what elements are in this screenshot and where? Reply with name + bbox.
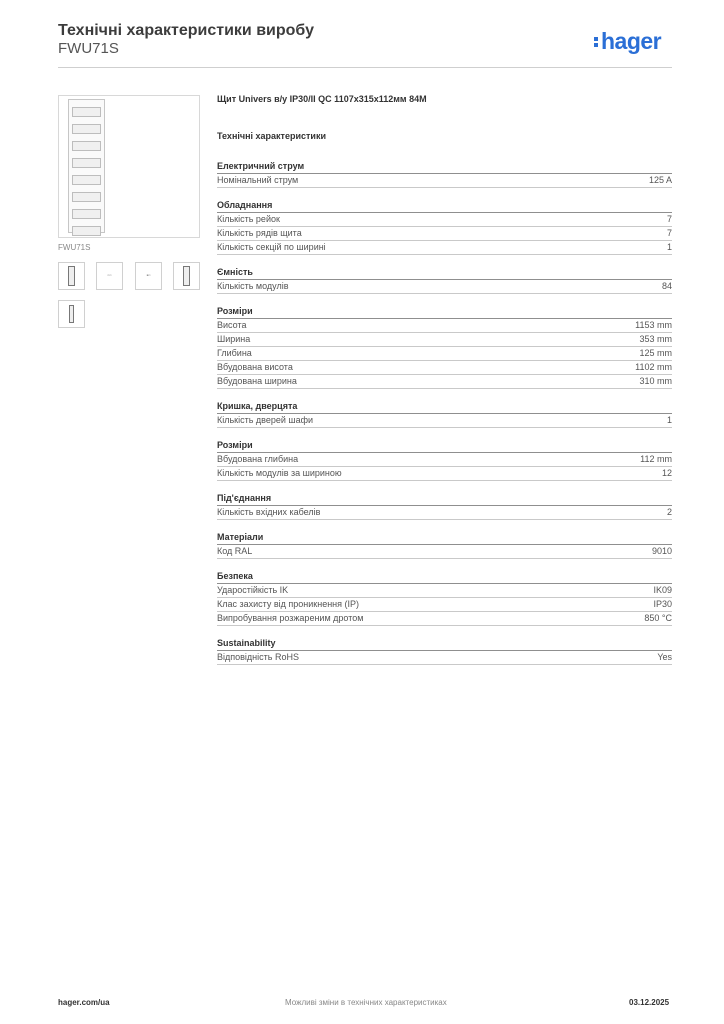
thumb-cabinet-front[interactable] <box>58 262 85 290</box>
thumb-rail-detail[interactable] <box>96 262 123 290</box>
product-image <box>58 95 200 238</box>
product-name: Щит Univers в/у IP30/II QC 1107x315x112мм 84M <box>217 94 427 104</box>
spec-group <box>217 439 672 481</box>
spec-row <box>217 651 672 665</box>
spec-value: IP30 <box>653 599 672 609</box>
spec-group <box>217 492 672 520</box>
logo-text: hager <box>601 28 662 54</box>
spec-group <box>217 199 672 255</box>
spec-row <box>217 227 672 241</box>
spec-value: IK09 <box>653 585 672 595</box>
spec-row <box>217 174 672 188</box>
spec-value: 7 <box>666 214 672 224</box>
spec-label: Висота <box>217 320 247 330</box>
spec-row <box>217 347 672 361</box>
spec-label: Клас захисту від проникнення (IP) <box>217 599 360 609</box>
spec-row <box>217 333 672 347</box>
cabinet-profile-icon <box>69 305 74 323</box>
spec-label: Вбудована ширина <box>217 376 297 386</box>
page-title: Технічні характеристики виробу <box>58 22 314 39</box>
spec-group-title: Під'єднання <box>217 492 672 506</box>
spec-row <box>217 598 672 612</box>
spec-label: Випробування розжареним дротом <box>217 613 364 623</box>
spec-label: Кількість вхідних кабелів <box>217 507 321 517</box>
spec-group-title: Обладнання <box>217 199 672 213</box>
spec-value: Yes <box>657 652 672 662</box>
spec-value: 125 A <box>648 175 672 185</box>
spec-label: Номінальний струм <box>217 175 299 185</box>
thumb-rail-detail-2[interactable] <box>135 262 162 290</box>
spec-group <box>217 637 672 665</box>
spec-label: Вбудована висота <box>217 362 293 372</box>
spec-row <box>217 375 672 389</box>
spec-label: Ширина <box>217 334 251 344</box>
spec-row <box>217 213 672 227</box>
spec-value: 2 <box>666 507 672 517</box>
spec-label: Ударостійкість IK <box>217 585 289 595</box>
spec-group <box>217 305 672 389</box>
rail-detail-2-icon: ▪▫ <box>146 273 151 279</box>
spec-label: Кількість модулів <box>217 281 289 291</box>
spec-group-title: Електричний струм <box>217 160 672 174</box>
spec-label: Кількість секцій по ширині <box>217 242 326 252</box>
spec-value: 125 mm <box>639 348 672 358</box>
footer-date: 03.12.2025 <box>629 998 670 1007</box>
hager-logo <box>594 28 661 55</box>
spec-value: 112 mm <box>640 454 672 464</box>
cabinet-front-icon <box>68 266 75 286</box>
cabinet-illustration <box>68 99 105 233</box>
page-subtitle: FWU71S <box>58 40 119 57</box>
footer-website[interactable]: hager.com/ua <box>58 998 110 1007</box>
spec-row <box>217 612 672 626</box>
image-caption: FWU71S <box>58 243 91 252</box>
spec-value: 310 mm <box>639 376 672 386</box>
spec-group-title: Ємність <box>217 266 672 280</box>
spec-row <box>217 241 672 255</box>
spec-value: 1 <box>666 415 672 425</box>
footer-notice: Можливі зміни в технічних характеристиках <box>285 998 447 1007</box>
spec-content <box>217 94 672 676</box>
spec-row <box>217 453 672 467</box>
spec-row <box>217 361 672 375</box>
spec-row <box>217 414 672 428</box>
logo-dots-icon <box>594 35 599 49</box>
specs-heading: Технічні характеристики <box>217 131 326 141</box>
spec-row <box>217 319 672 333</box>
spec-groups <box>217 160 672 665</box>
spec-value: 1153 mm <box>635 320 672 330</box>
spec-group-title: Розміри <box>217 439 672 453</box>
spec-group <box>217 400 672 428</box>
spec-group-title: Безпека <box>217 570 672 584</box>
spec-label: Кількість модулів за шириною <box>217 468 342 478</box>
thumb-cabinet-side[interactable] <box>173 262 200 290</box>
header-divider <box>58 67 672 68</box>
spec-value: 84 <box>661 281 672 291</box>
spec-value: 12 <box>661 468 672 478</box>
spec-value: 1 <box>666 242 672 252</box>
spec-label: Вбудована глибина <box>217 454 299 464</box>
spec-group-title: Кришка, дверцята <box>217 400 672 414</box>
spec-label: Глибина <box>217 348 252 358</box>
spec-label: Кількість рядів щита <box>217 228 302 238</box>
rail-detail-icon: ▫▫ <box>107 273 112 279</box>
spec-group <box>217 570 672 626</box>
spec-group <box>217 160 672 188</box>
spec-value: 850 °C <box>644 613 672 623</box>
spec-value: 353 mm <box>639 334 672 344</box>
spec-label: Кількість дверей шафи <box>217 415 314 425</box>
spec-label: Відповідність RoHS <box>217 652 299 662</box>
spec-group-title: Sustainability <box>217 637 672 651</box>
cabinet-side-icon <box>183 266 190 286</box>
thumb-cabinet-profile[interactable] <box>58 300 85 328</box>
spec-row <box>217 467 672 481</box>
spec-group <box>217 266 672 294</box>
spec-row <box>217 584 672 598</box>
spec-row <box>217 506 672 520</box>
spec-row <box>217 280 672 294</box>
spec-label: Кількість рейок <box>217 214 280 224</box>
spec-value: 9010 <box>651 546 672 556</box>
spec-group-title: Розміри <box>217 305 672 319</box>
spec-group-title: Матеріали <box>217 531 672 545</box>
spec-label: Код RAL <box>217 546 253 556</box>
spec-value: 1102 mm <box>635 362 672 372</box>
spec-value: 7 <box>666 228 672 238</box>
spec-row <box>217 545 672 559</box>
spec-group <box>217 531 672 559</box>
